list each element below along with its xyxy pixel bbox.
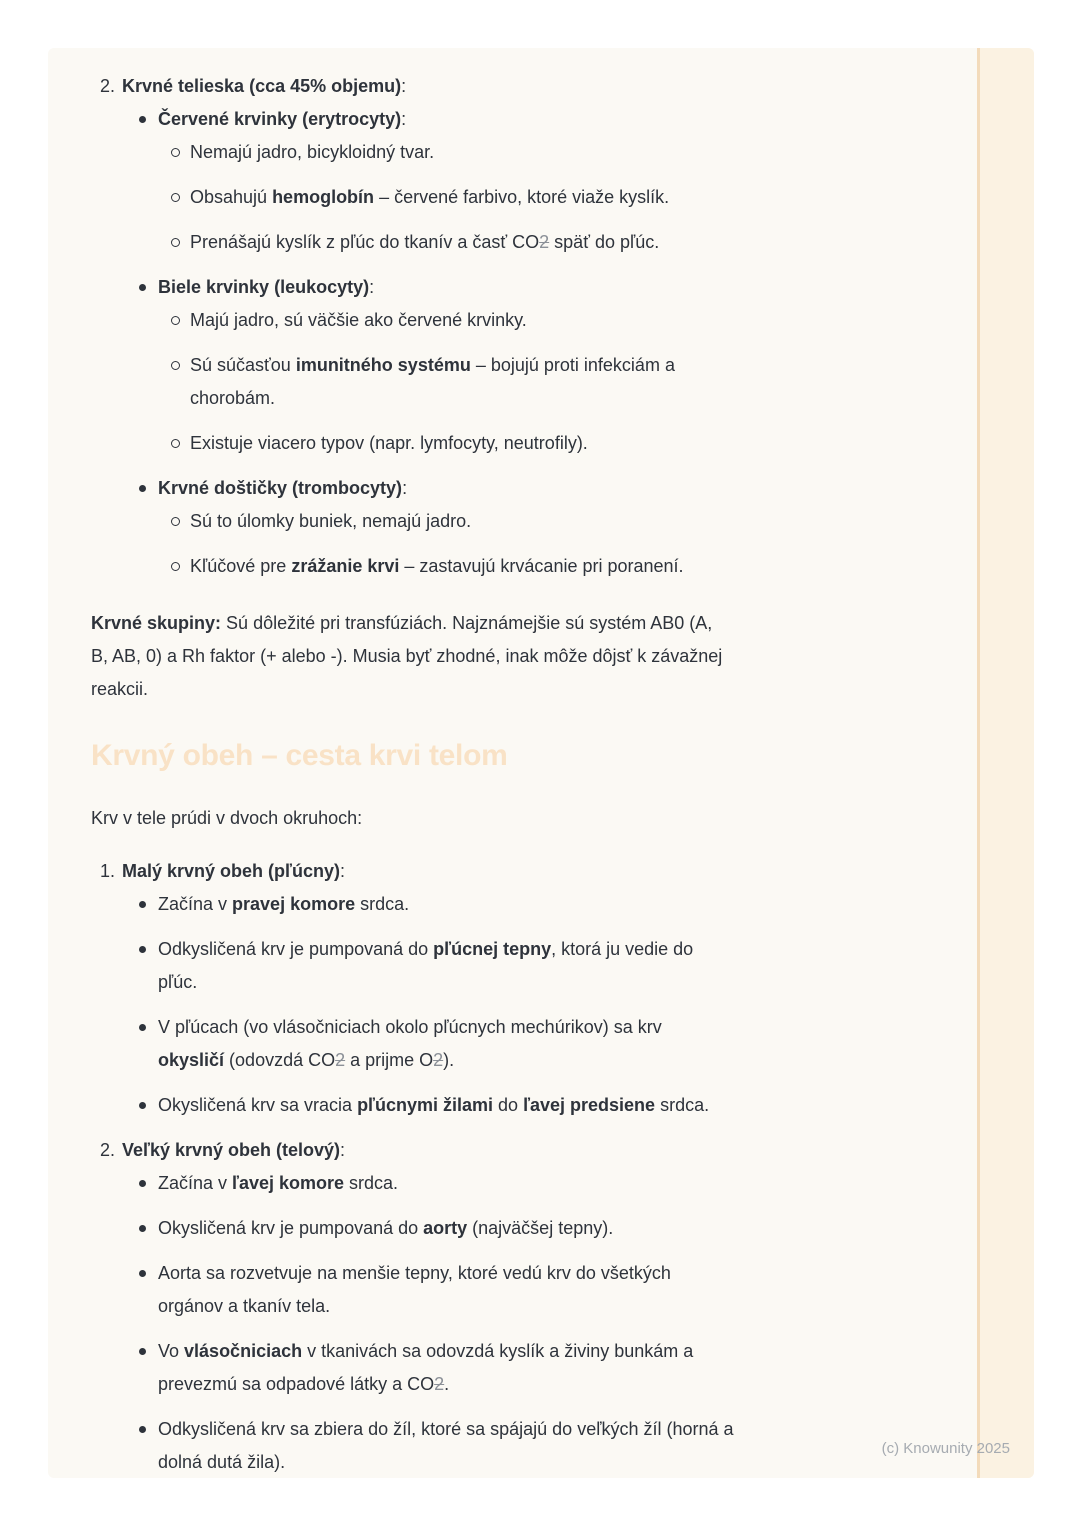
sub-bullet-list-item: Sú to úlomky buniek, nemajú jadro. (91, 505, 851, 538)
disc-bullet-marker (139, 901, 146, 908)
circle-bullet-marker (171, 562, 180, 571)
bullet-list-item: Červené krvinky (erytrocyty): (91, 103, 851, 136)
disc-bullet-marker (139, 1270, 146, 1277)
sub-bullet-list-item: Obsahujú hemoglobín – červené farbivo, ktoré viaže kyslík. (91, 181, 851, 214)
bullet-list-item: Odkysličená krv je pumpovaná do pľúcnej tepny, ktorá ju vedie do pľúc. (91, 933, 851, 999)
disc-bullet-marker (139, 1348, 146, 1355)
circle-bullet-marker (171, 148, 180, 157)
section-heading: Krvný obeh – cesta krvi telom (91, 739, 508, 772)
bullet-list-item: Okysličená krv sa vracia pľúcnymi žilami do ľavej predsiene srdca. (91, 1089, 851, 1122)
bullet-list-item: Krvné doštičky (trombocyty): (91, 472, 851, 505)
bullet-list-item: Biele krvinky (leukocyty): (91, 271, 851, 304)
sub-bullet-list-item: Majú jadro, sú väčšie ako červené krvinky. (91, 304, 851, 337)
strikethrough-subscript: 2 (539, 232, 550, 252)
disc-bullet-marker (139, 1180, 146, 1187)
numbered-list-item: 1. Malý krvný obeh (pľúcny): (91, 855, 851, 888)
disc-bullet-marker (139, 284, 146, 291)
document-page (48, 48, 1034, 1478)
bullet-list-item: Aorta sa rozvetvuje na menšie tepny, ktoré vedú krv do všetkých orgánov a tkanív tela. (91, 1257, 851, 1323)
disc-bullet-marker (139, 116, 146, 123)
strikethrough-subscript: 2 (335, 1050, 346, 1070)
numbered-list-item: 2. Krvné telieska (cca 45% objemu): (91, 70, 851, 103)
paragraph: Krv v tele prúdi v dvoch okruhoch: (91, 808, 363, 828)
sub-bullet-list-item: Sú súčasťou imunitného systému – bojujú proti infekciám a chorobám. (91, 349, 851, 415)
circle-bullet-marker (171, 238, 180, 247)
number-marker: 2. (100, 1140, 116, 1160)
page-margin-stripe (980, 48, 1034, 1478)
circle-bullet-marker (171, 439, 180, 448)
disc-bullet-marker (139, 1024, 146, 1031)
page-content-area (48, 48, 977, 1478)
bullet-list-item: Odkysličená krv sa zbiera do žíl, ktoré sa spájajú do veľkých žíl (horná a dolná dutá žila). (91, 1413, 851, 1478)
document-content (48, 48, 851, 1478)
circle-bullet-marker (171, 517, 180, 526)
sub-bullet-list-item: Existuje viacero typov (napr. lymfocyty, neutrofily). (91, 427, 851, 460)
disc-bullet-marker (139, 485, 146, 492)
sub-bullet-list-item: Nemajú jadro, bicykloidný tvar. (91, 136, 851, 169)
copyright-watermark: (c) Knowunity 2025 (881, 1440, 1010, 1457)
bullet-list-item: Začína v pravej komore srdca. (91, 888, 851, 921)
circle-bullet-marker (171, 361, 180, 370)
bullet-list-item: V pľúcach (vo vlásočniciach okolo pľúcnych mechúrikov) sa krv okysličí (odovzdá CO2 a prijme O2). (91, 1011, 851, 1077)
strikethrough-subscript: 2 (434, 1374, 445, 1394)
circle-bullet-marker (171, 193, 180, 202)
numbered-list-item: 2. Veľký krvný obeh (telový): (91, 1134, 851, 1167)
sub-bullet-list-item: Kľúčové pre zrážanie krvi – zastavujú krvácanie pri poranení. (91, 550, 851, 583)
sub-bullet-list-item: Prenášajú kyslík z pľúc do tkanív a časť CO2 späť do pľúc. (91, 226, 851, 259)
paragraph: Krvné skupiny: Sú dôležité pri transfúziách. Najznámejšie sú systém AB0 (A, B, AB, 0) a Rh faktor (+ alebo -). Musia byť zhodné, inak môže dôjsť k závažnej reakcii. (91, 613, 723, 699)
disc-bullet-marker (139, 1225, 146, 1232)
bullet-list-item: Začína v ľavej komore srdca. (91, 1167, 851, 1200)
circle-bullet-marker (171, 316, 180, 325)
strikethrough-subscript: 2 (433, 1050, 444, 1070)
disc-bullet-marker (139, 1426, 146, 1433)
number-marker: 1. (100, 861, 116, 881)
disc-bullet-marker (139, 1102, 146, 1109)
bullet-list-item: Vo vlásočniciach v tkanivách sa odovzdá kyslík a živiny bunkám a prevezmú sa odpadové látky a CO2. (91, 1335, 851, 1401)
disc-bullet-marker (139, 946, 146, 953)
bullet-list-item: Okysličená krv je pumpovaná do aorty (najväčšej tepny). (91, 1212, 851, 1245)
number-marker: 2. (100, 76, 116, 96)
